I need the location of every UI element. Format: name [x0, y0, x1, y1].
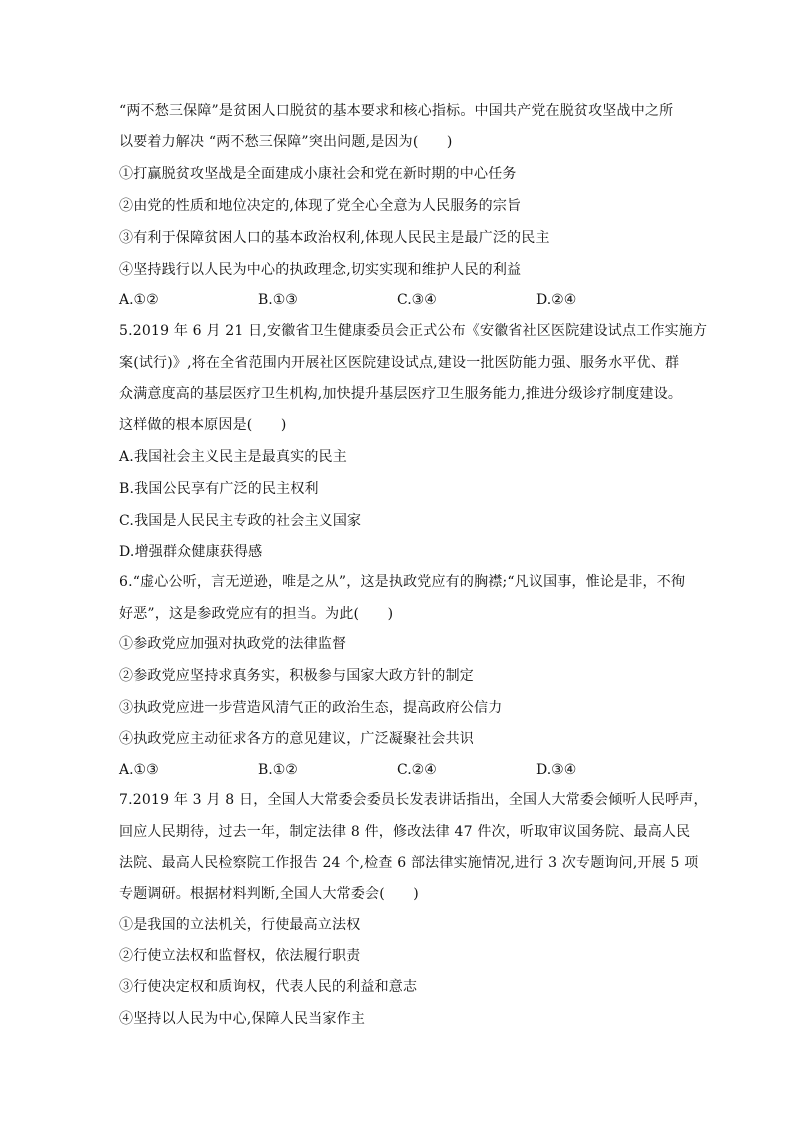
q7-item-3: ③行使决定权和质询权，代表人民的利益和意志: [119, 979, 418, 995]
q6-item-3: ③执政党应进一步营造风清气正的政治生态，提高政府公信力: [119, 700, 503, 716]
q7-item-4: ④坚持以人民为中心,保障人民当家作主: [119, 1011, 366, 1027]
q7-stem-line-1: 7.2019 年 3 月 8 日，全国人大常委会委员长发表讲话指出，全国人大常委会倾听人民呼声，: [119, 792, 708, 808]
q5-choice-c: C.我国是人民民主专政的社会主义国家: [119, 513, 362, 529]
q4-option-d: D.②④: [536, 292, 577, 308]
q5-stem-line-3: 众满意度高的基层医疗卫生机构,加快提升基层医疗卫生服务能力,推进分级诊疗制度建设。: [119, 386, 683, 402]
q6-options: [119, 760, 679, 780]
q4-stem-line-1: “两不愁三保障”是贫困人口脱贫的基本要求和核心指标。中国共产党在脱贫攻坚战中之所: [119, 103, 674, 119]
q6-option-a: A.①③: [119, 762, 159, 778]
q7-item-1: ①是我国的立法机关，行使最高立法权: [119, 917, 361, 933]
q4-option-c: C.③④: [397, 292, 437, 308]
q4-item-3: ③有利于保障贫困人口的基本政治权利,体现人民民主是最广泛的民主: [119, 230, 550, 246]
q7-stem-line-2: 回应人民期待，过去一年，制定法律 8 件，修改法律 47 件次，听取审议国务院、最高人民: [119, 824, 691, 840]
q6-option-c: C.②④: [397, 762, 437, 778]
q5-stem-line-1: 5.2019 年 6 月 21 日,安徽省卫生健康委员会正式公布《安徽省社区医院建设试点工作实施方: [119, 323, 708, 339]
q5-choice-d: D.增强群众健康获得感: [119, 544, 263, 560]
q4-item-4: ④坚持践行以人民为中心的执政理念,切实实现和维护人民的利益: [119, 262, 522, 278]
q6-item-2: ②参政党应坚持求真务实，积极参与国家大政方针的制定: [119, 668, 474, 684]
q6-stem-line-2: 好恶”，这是参政党应有的担当。为此( ): [119, 606, 394, 622]
q6-item-4: ④执政党应主动征求各方的意见建议，广泛凝聚社会共识: [119, 731, 474, 747]
q4-item-2: ②由党的性质和地位决定的,体现了党全心全意为人民服务的宗旨: [119, 198, 522, 214]
q7-stem-line-4: 专题调研。根据材料判断,全国人大常委会( ): [119, 886, 419, 902]
q4-item-1: ①打赢脱贫攻坚战是全面建成小康社会和党在新时期的中心任务: [119, 166, 517, 182]
q6-stem-line-1: 6.“虚心公听，言无逆逊，唯是之从”，这是执政党应有的胸襟;“凡议国事，惟论是非，不徇: [119, 574, 686, 590]
q5-stem-line-4: 这样做的根本原因是( ): [119, 417, 287, 433]
q6-item-1: ①参政党应加强对执政党的法律监督: [119, 636, 347, 652]
q7-item-2: ②行使立法权和监督权，依法履行职责: [119, 948, 361, 964]
q5-choice-a: A.我国社会主义民主是最真实的民主: [119, 449, 347, 465]
q6-option-d: D.③④: [536, 762, 577, 778]
q4-stem-line-2: 以要着力解决 “两不愁三保障”突出问题,是因为( ): [119, 134, 453, 150]
q5-stem-line-2: 案(试行)》,将在全省范围内开展社区医院建设试点,建设一批医防能力强、服务水平优、群: [119, 355, 680, 371]
q5-choice-b: B.我国公民享有广泛的民主权利: [119, 481, 319, 497]
q4-option-b: B.①③: [258, 292, 298, 308]
q4-options: [119, 290, 679, 310]
q7-stem-line-3: 法院、最高人民检察院工作报告 24 个,检查 6 部法律实施情况,进行 3 次专题询问,开展 5 项: [119, 855, 699, 871]
q4-option-a: A.①②: [119, 292, 159, 308]
q6-option-b: B.①②: [258, 762, 298, 778]
